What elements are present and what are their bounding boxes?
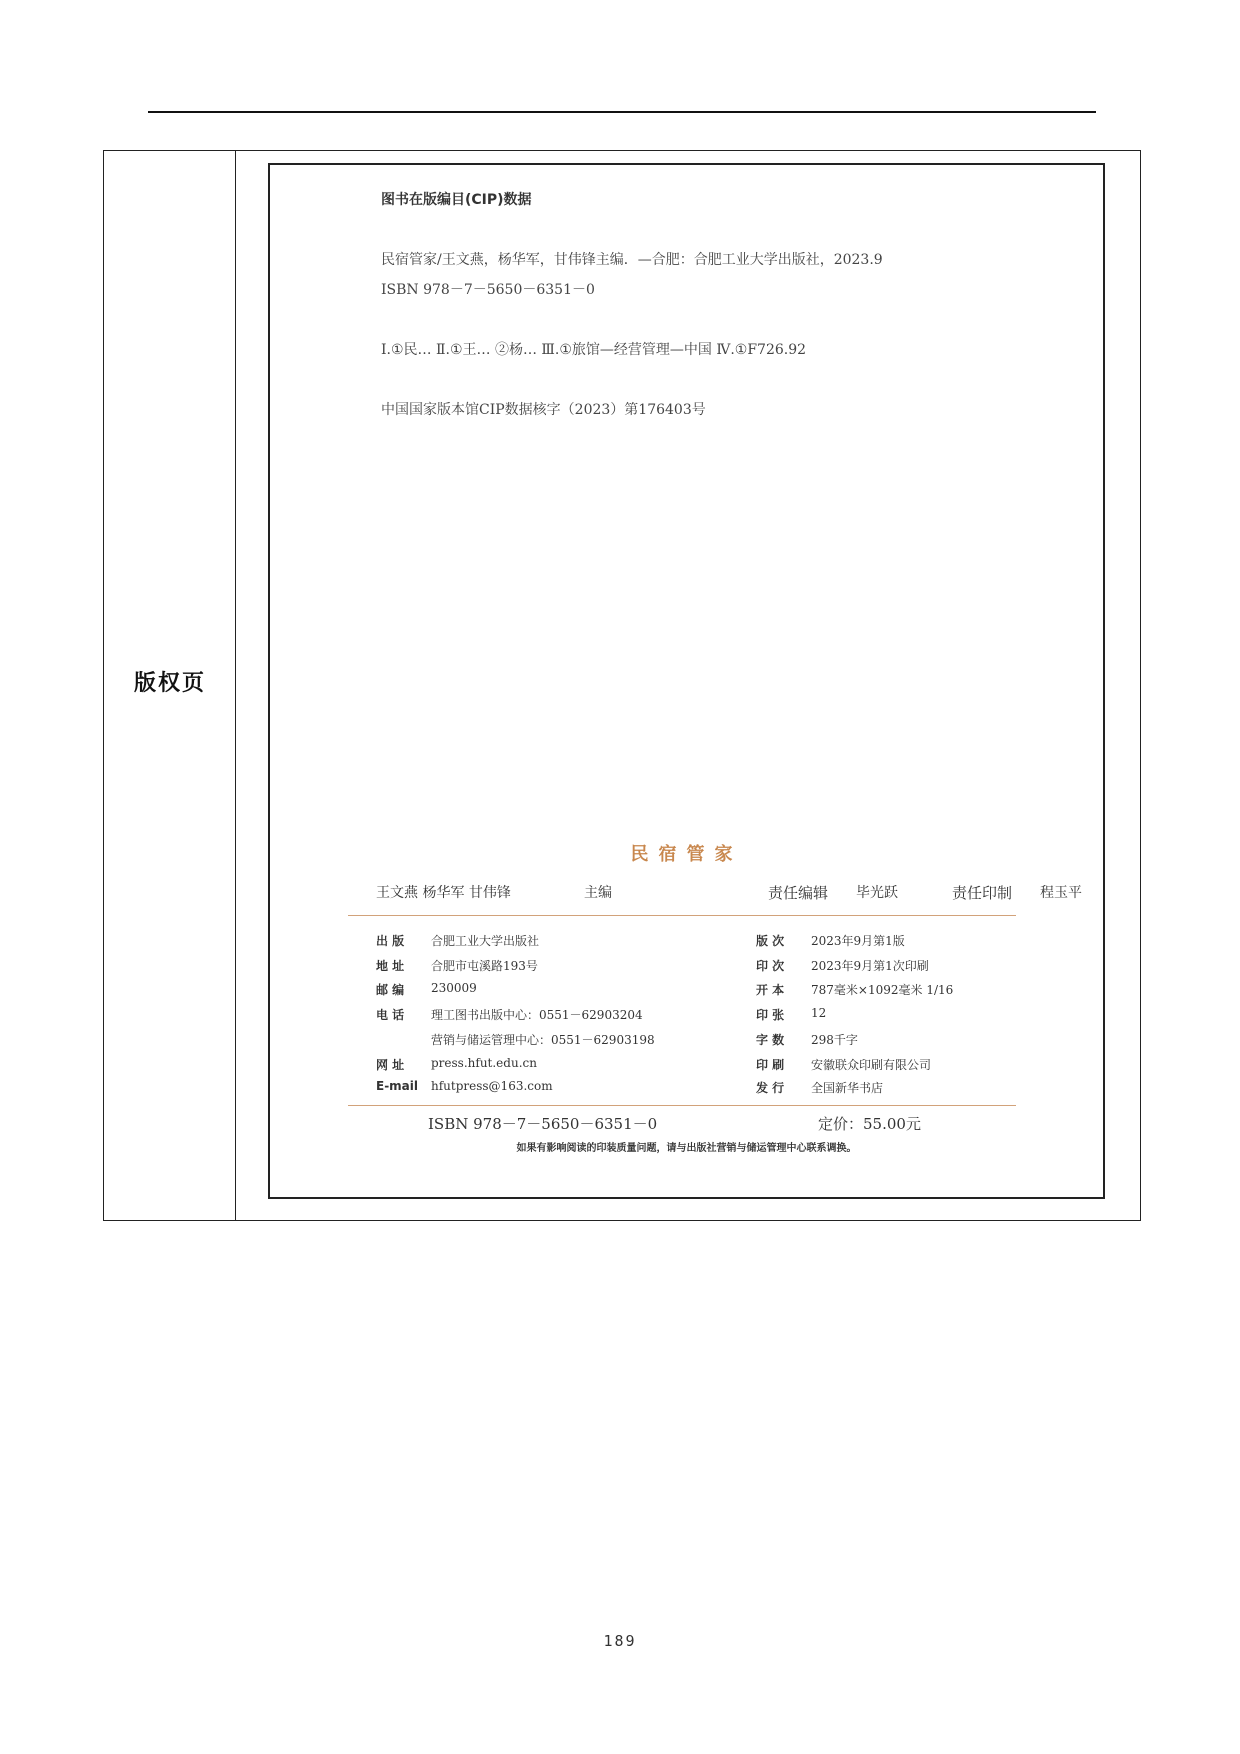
print-label: 责任印制 [952,884,1013,902]
cip-line-4: 中国国家版本馆CIP数据核字（2023）第176403号 [381,402,706,418]
print-name: 程玉平 [1040,885,1082,901]
info-value: 全国新华书店 [811,1081,884,1095]
info-value: hfutpress@163.com [431,1079,553,1093]
cip-line-1: 民宿管家/王文燕，杨华军，甘伟锋主编．—合肥：合肥工业大学出版社，2023.9 [381,252,883,268]
divider-top [348,915,1016,916]
copyright-page-image [268,163,1105,1199]
info-key: 开 本 [756,983,785,997]
section-label: 版权页 [133,670,206,696]
info-value: 安徽联众印刷有限公司 [811,1058,932,1072]
author-role: 主编 [584,885,612,901]
info-value: 营销与储运管理中心：0551－62903198 [431,1033,655,1047]
authors: 王文燕 杨华军 甘伟锋 [376,885,511,901]
info-key: 发 行 [756,1081,785,1095]
info-key: 网 址 [376,1058,405,1072]
page-number: 189 [603,1632,637,1650]
info-key: 版 次 [756,934,785,948]
info-key: 印 张 [756,1008,785,1022]
info-key: 出 版 [376,934,405,948]
cip-line-2: ISBN 978－7－5650－6351－0 [381,282,595,298]
info-value: 2023年9月第1次印刷 [811,959,929,973]
editor-name: 毕光跃 [856,885,898,901]
info-value: 298千字 [811,1033,858,1047]
info-key: E-mail [376,1079,419,1093]
info-value: 理工图书出版中心：0551－62903204 [431,1008,643,1022]
divider-bottom [348,1105,1016,1106]
info-key: 邮 编 [376,983,405,997]
price: 定价：55.00元 [818,1115,921,1133]
info-value: 2023年9月第1版 [811,934,905,948]
info-key: 字 数 [756,1033,785,1047]
header-rule [148,111,1096,113]
cip-line-3: Ⅰ.①民… Ⅱ.①王… ②杨… Ⅲ.①旅馆—经营管理—中国 Ⅳ.①F726.92 [381,342,807,358]
info-value: 合肥工业大学出版社 [431,934,540,948]
info-value: 230009 [431,981,477,995]
book-title: 民宿管家 [630,844,743,865]
info-key: 电 话 [376,1008,405,1022]
info-key: 印 刷 [756,1058,785,1072]
info-value: 787毫米×1092毫米 1/16 [811,983,954,997]
editor-label: 责任编辑 [768,884,829,902]
cip-title: 图书在版编目(CIP)数据 [381,192,532,208]
info-value: press.hfut.edu.cn [431,1056,537,1070]
label-cell [104,151,236,1220]
isbn-bottom: ISBN 978－7－5650－6351－0 [428,1115,658,1133]
info-value: 12 [811,1006,827,1020]
info-key: 地 址 [376,959,405,973]
quality-notice: 如果有影响阅读的印装质量问题，请与出版社营销与储运管理中心联系调换。 [516,1143,857,1154]
info-key: 印 次 [756,959,785,973]
info-value: 合肥市屯溪路193号 [431,959,538,973]
